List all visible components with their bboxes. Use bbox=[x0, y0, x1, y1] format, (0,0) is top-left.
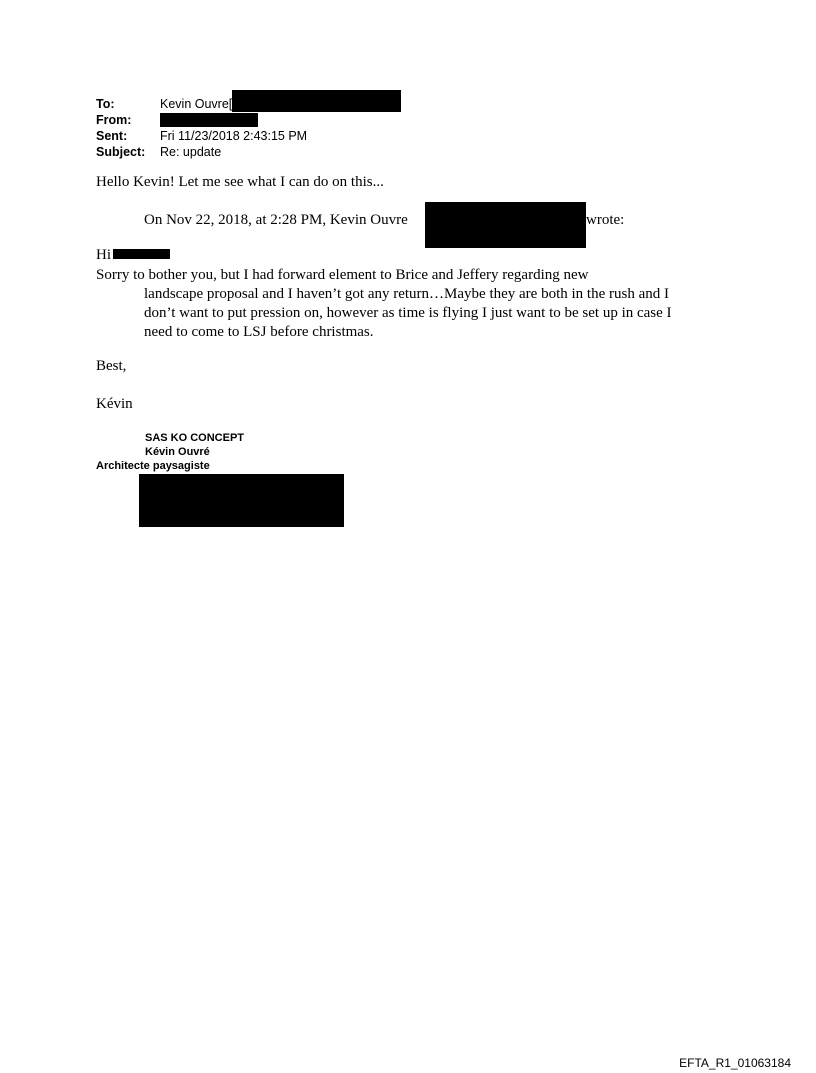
quoted-sender-name: Kévin bbox=[96, 396, 133, 412]
to-value bbox=[160, 96, 401, 112]
signature-contact-redaction bbox=[139, 474, 344, 527]
reply-text: Hello Kevin! Let me see what I can do on this... bbox=[96, 174, 384, 190]
from-label: From: bbox=[96, 113, 132, 127]
signature-name: Kévin Ouvré bbox=[145, 446, 210, 458]
to-email-redaction bbox=[232, 90, 401, 112]
sent-value: Fri 11/23/2018 2:43:15 PM bbox=[160, 129, 308, 143]
quoted-paragraph-rest: landscape proposal and I haven’t got any return…Maybe they are both in the rush and I don’t want to put pression on, however as time is flying I just want to be set up in case I need to come to LSJ before christmas. bbox=[144, 286, 672, 340]
quoted-paragraph bbox=[96, 266, 676, 342]
quoted-greeting: Hi bbox=[96, 247, 111, 263]
signature-company: SAS KO CONCEPT bbox=[145, 432, 245, 444]
subject-row bbox=[96, 144, 401, 160]
signature-title: Architecte paysagiste bbox=[96, 460, 210, 472]
sent-label: Sent: bbox=[96, 129, 128, 143]
to-row bbox=[96, 96, 401, 112]
document-id: EFTA_R1_01063184 bbox=[679, 1056, 791, 1070]
sent-row bbox=[96, 128, 401, 144]
quoted-closing: Best, bbox=[96, 358, 127, 374]
to-recipient-name: Kevin Ouvre[ bbox=[160, 97, 233, 111]
email-header bbox=[96, 96, 401, 160]
subject-label: Subject: bbox=[96, 145, 146, 159]
to-label: To: bbox=[96, 97, 115, 111]
quoted-paragraph-first-line: Sorry to bother you, but I had forward element to Brice and Jeffery regarding new bbox=[96, 267, 589, 283]
greeting-name-redaction bbox=[113, 249, 170, 259]
from-row bbox=[96, 112, 401, 128]
quoted-intro-suffix: wrote: bbox=[586, 212, 625, 228]
quoted-email-redaction bbox=[425, 202, 586, 248]
subject-value: Re: update bbox=[160, 145, 222, 159]
from-redaction bbox=[160, 113, 258, 127]
quoted-intro-prefix: On Nov 22, 2018, at 2:28 PM, Kevin Ouvre bbox=[144, 212, 408, 228]
